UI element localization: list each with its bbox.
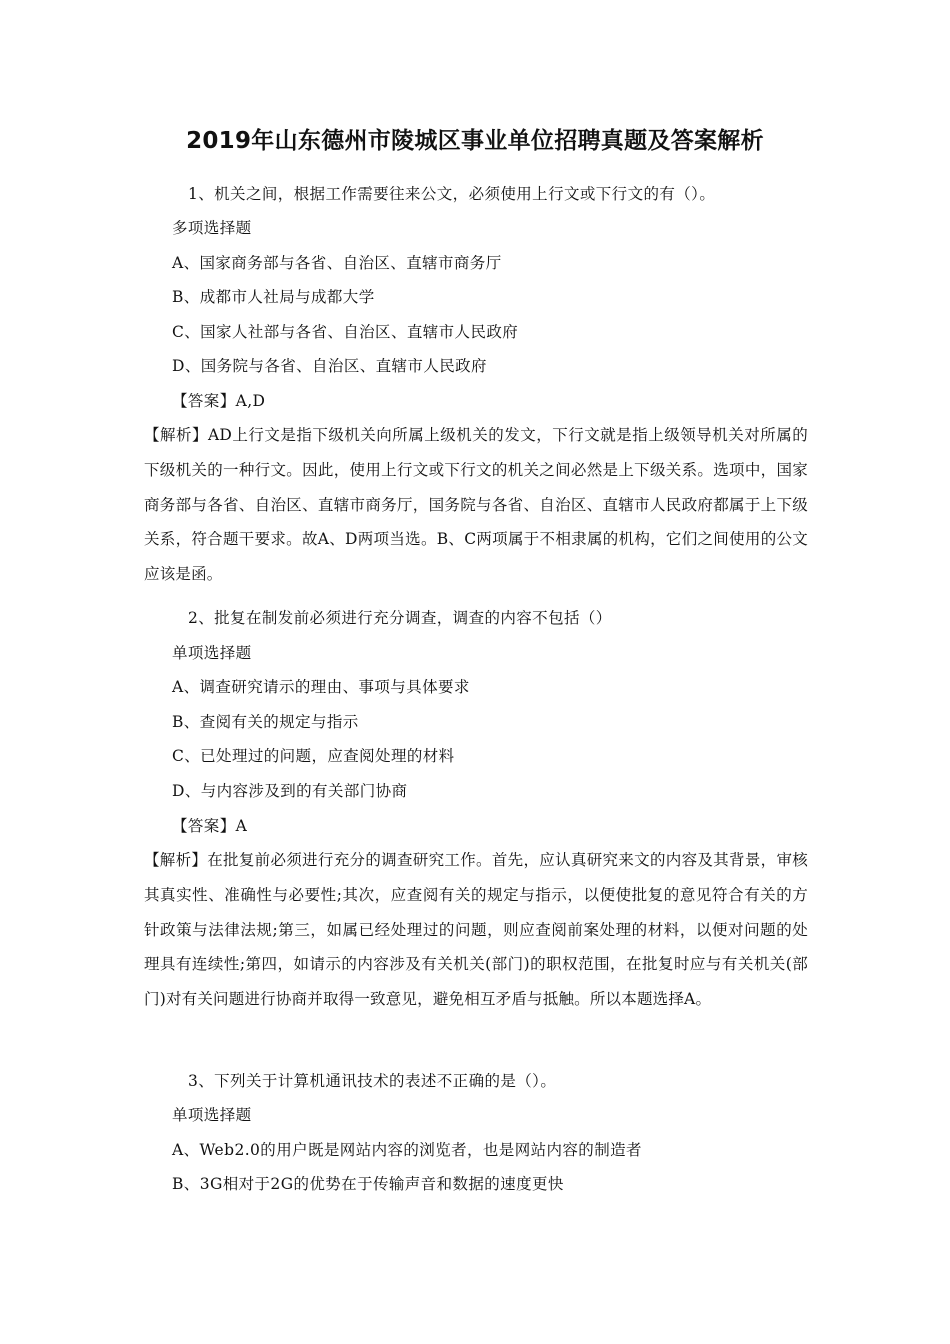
question-2-option-a: A、调查研究请示的理由、事项与具体要求 bbox=[172, 678, 470, 696]
question-2-option-b: B、查阅有关的规定与指示 bbox=[172, 713, 359, 731]
question-1-option-a: A、国家商务部与各省、自治区、直辖市商务厅 bbox=[172, 254, 502, 272]
question-1-option-b: B、成都市人社局与成都大学 bbox=[172, 288, 375, 306]
question-2-option-d: D、与内容涉及到的有关部门协商 bbox=[172, 782, 408, 800]
question-1-option-c: C、国家人社部与各省、自治区、直辖市人民政府 bbox=[172, 323, 519, 341]
question-2-analysis: 【解析】在批复前必须进行充分的调查研究工作。首先，应认真研究来文的内容及其背景，审核其真实性、准确性与必要性;其次，应查阅有关的规定与指示，以便使批复的意见符合有关的方针政策与法律法规;第三，如属已经处理过的问题，则应查阅前案处理的材料，以便对问题的处理具有连续性;第四，如请示的内容涉及有关机关(部门)的职权范围，在批复时应与有关机关(部门)对有关问题进行协商并取得一致意见，避免相互矛盾与抵触。所以本题选择A。 bbox=[144, 851, 808, 1009]
question-1-answer: 【答案】A,D bbox=[172, 392, 266, 410]
question-1-stem: 1、机关之间，根据工作需要往来公文，必须使用上行文或下行文的有（）。 bbox=[188, 185, 716, 203]
question-2-answer: 【答案】A bbox=[172, 817, 248, 835]
question-3-stem: 3、下列关于计算机通讯技术的表述不正确的是（）。 bbox=[188, 1072, 557, 1090]
question-3-option-a: A、Web2.0的用户既是网站内容的浏览者，也是网站内容的制造者 bbox=[172, 1141, 642, 1159]
question-2-option-c: C、已处理过的问题，应查阅处理的材料 bbox=[172, 747, 455, 765]
question-2-type: 单项选择题 bbox=[172, 644, 252, 662]
question-1-type: 多项选择题 bbox=[172, 219, 252, 237]
question-1-analysis: 【解析】AD上行文是指下级机关向所属上级机关的发文，下行文就是指上级领导机关对所属的下级机关的一种行文。因此，使用上行文或下行文的机关之间必然是上下级关系。选项中，国家商务部与各省、自治区、直辖市商务厅，国务院与各省、自治区、直辖市人民政府都属于上下级关系，符合题干要求。故A、D两项当选。B、C两项属于不相隶属的机构，它们之间使用的公文应该是函。 bbox=[144, 426, 808, 584]
question-1-option-d: D、国务院与各省、自治区、直辖市人民政府 bbox=[172, 357, 487, 375]
question-3-option-b: B、3G相对于2G的优势在于传输声音和数据的速度更快 bbox=[172, 1175, 564, 1193]
question-3-type: 单项选择题 bbox=[172, 1106, 252, 1124]
document-title: 2019年山东德州市陵城区事业单位招聘真题及答案解析 bbox=[186, 128, 764, 154]
question-2-stem: 2、批复在制发前必须进行充分调查，调查的内容不包括（） bbox=[188, 609, 612, 627]
